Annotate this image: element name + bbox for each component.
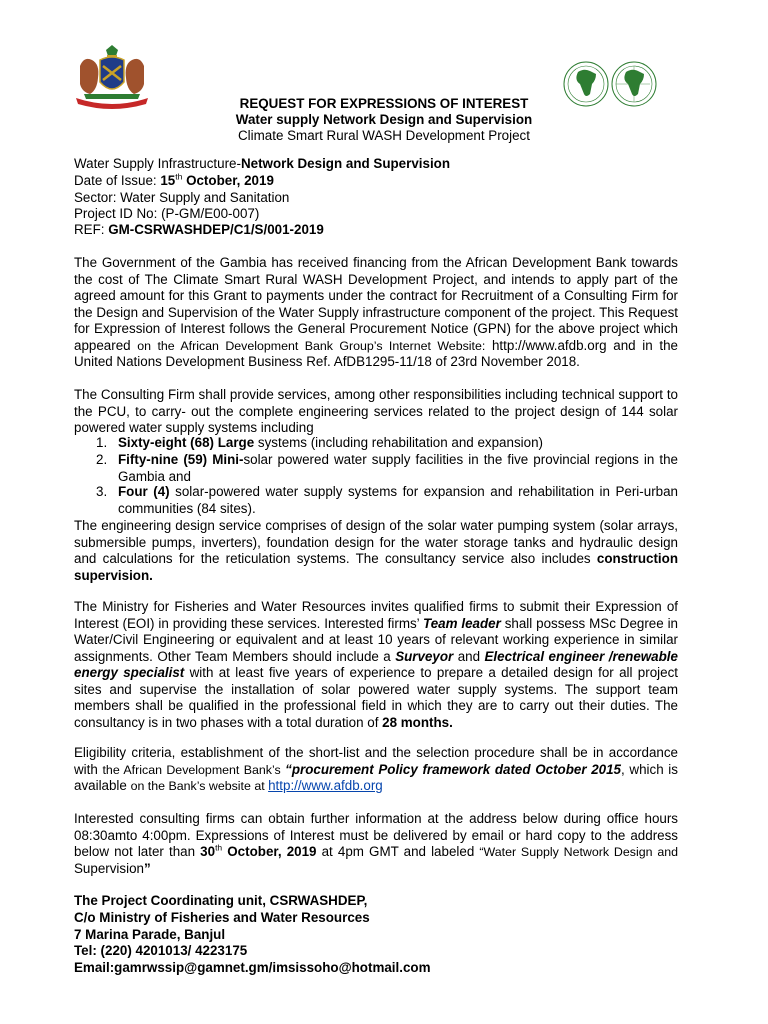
p1-text-b: http://www.afdb.org and in the United Nations Development Business Ref. AfDB1295-11/18 of 23rd November 2018.: [74, 337, 678, 369]
p3-text: The engineering design service comprises of design of the solar water pumping system (solar arrays, submersible pumps, inverters), foundation design for the water storage tanks and hydraulic design and calculations for the reticulation systems. The consultancy service also includes: [74, 518, 678, 566]
list-num: 1.: [96, 435, 108, 450]
list-rest: solar powered water supply facilities in the five provincial regions in the Gambia and: [118, 452, 678, 484]
list-num: 2.: [96, 452, 108, 467]
p5-b: , which is available: [74, 761, 678, 793]
paragraph-ministry-invite: [74, 599, 678, 731]
p4-a: The Ministry for Fisheries and Water Resources invites qualified firms to submit their Expression of Interest (EOI) in providing these services. Interested firms’: [74, 599, 678, 631]
address-email-line: Email:gamrwssip@gamnet.gm/imsissoho@hotmail.com: [74, 960, 431, 975]
list-rest: systems (including rehabilitation and expansion): [254, 435, 543, 450]
doc-subtitle: Water supply Network Design and Supervision: [235, 112, 533, 127]
issue-sup: th: [175, 171, 183, 182]
ref-value: GM-CSRWASHDEP/C1/S/001-2019: [108, 222, 324, 237]
issue-rest: October, 2019: [182, 173, 274, 188]
p6-quote: ”: [143, 860, 151, 876]
p4-c: and: [453, 648, 485, 664]
p5-small-b: on the Bank’s website at: [130, 779, 269, 793]
list-bold: Fifty-nine (59) Mini-: [118, 452, 244, 467]
p6-date-day: 30: [200, 844, 216, 859]
doc-title: REQUEST FOR EXPRESSIONS OF INTEREST: [239, 96, 529, 111]
p5-a: Eligibility criteria, establishment of the short-list and the selection procedure shall be in accordance with: [74, 745, 678, 777]
afdb-website-link[interactable]: http://www.afdb.org: [268, 778, 383, 793]
issue-date-line: [74, 173, 274, 190]
ref-label: REF:: [74, 222, 109, 237]
address-line: The Project Coordinating unit, CSRWASHDEP,: [74, 893, 368, 908]
p4-b: shall possess MSc Degree in Water/Civil Engineering or equivalent and at least 10 years of relevant working experience in similar assignments. Other Team Members should include a: [74, 615, 679, 664]
paragraph-submission: [74, 811, 678, 877]
list-num: 3.: [96, 484, 108, 499]
p4-surveyor: Surveyor: [395, 648, 454, 664]
infra-line: [74, 156, 450, 173]
doc-project-name: Climate Smart Rural WASH Development Project: [238, 128, 530, 143]
issue-day: 15: [160, 173, 176, 188]
sector-line: Sector: Water Supply and Sanitation: [74, 190, 290, 205]
list-bold: Sixty-eight (68) Large: [118, 435, 255, 450]
p4-electrical: Electrical engineer /renewable energy specialist: [74, 648, 678, 680]
p6-label-end: Supervision: [74, 860, 144, 876]
p4-d: with at least five years of experience to prepare a detailed design for all project sites and supervise the installation of solar powered water supply systems. The support team members shall be qualified in the professional field in which they are to carry out their duties. The consultancy is in two phases with a total duration of: [74, 665, 678, 730]
p1-text-small: on the African Development Bank Group’s Internet Website:: [137, 338, 486, 353]
p6-a: Interested consulting firms can obtain further information at the address below during office hours 08:30amto 4:00pm. Expressions of Interest must be delivered by email or hard copy to the address below not later than: [74, 811, 678, 859]
infra-prefix: Water Supply Infrastructure-: [74, 156, 241, 171]
list-bold: Four (4): [118, 484, 170, 499]
list-rest: solar-powered water supply systems for expansion and rehabilitation in Peri-urban communities (84 sites).: [118, 484, 678, 516]
p6-b: at 4pm GMT and labeled: [316, 844, 480, 859]
paragraph-services: The Consulting Firm shall provide services, among other responsibilities including technical support to the PCU, to carry- out the complete engineering services related to the project design of 144 solar powered water supply systems including: [74, 387, 678, 435]
p4-team-leader: Team leader: [423, 615, 501, 631]
ref-line: [74, 222, 324, 239]
infra-bold: Network Design and Supervision: [240, 156, 451, 171]
project-id-line: Project ID No: (P-GM/E00-007): [74, 206, 260, 221]
p5-framework: “procurement Policy framework dated October 2015: [285, 761, 622, 777]
paragraph-engineering-design: [74, 518, 678, 584]
p5-small-a: the African Development Bank’s: [102, 762, 286, 777]
p6-date-sup: th: [215, 842, 223, 853]
issue-label: Date of Issue:: [74, 173, 161, 188]
paragraph-eligibility: [74, 745, 678, 795]
address-line: 7 Marina Parade, Banjul: [74, 927, 226, 942]
p6-label-small: “Water Supply Network Design and: [479, 845, 678, 859]
address-line: Tel: (220) 4201013/ 4223175: [74, 943, 248, 958]
p4-duration: 28 months.: [382, 714, 453, 730]
p6-date-rest: October, 2019: [222, 844, 317, 859]
address-line: C/o Ministry of Fisheries and Water Resources: [74, 910, 370, 925]
p1-text-a: The Government of the Gambia has received financing from the African Development Bank towards the cost of The Climate Smart Rural WASH Development Project, and intends to apply part of the agreed amount for this Grant to payments under the contract for Recruitment of a Consulting Firm for the Design and Supervision of the Water Supply infrastructure component of the project. This Request for Expression of Interest follows the General Procurement Notice (GPN) for the above project which appeared: [74, 255, 678, 353]
paragraph-financing: [74, 255, 678, 371]
p3-bold: construction supervision.: [74, 551, 678, 583]
